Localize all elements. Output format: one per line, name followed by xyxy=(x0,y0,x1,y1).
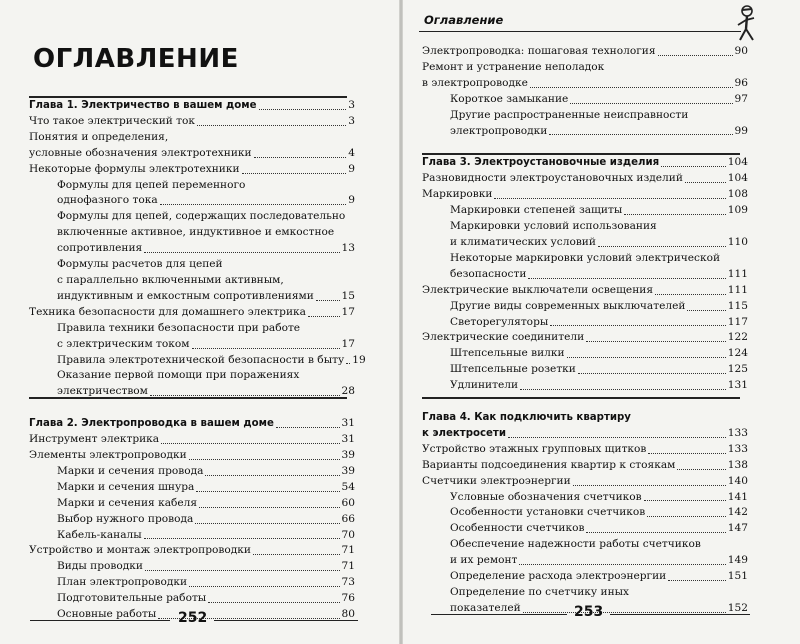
toc-leader-dots xyxy=(648,452,725,454)
toc-entry[interactable] xyxy=(29,305,355,321)
toc-entry-title: Маркировки условий использования xyxy=(450,220,657,233)
toc-entry[interactable] xyxy=(29,178,355,210)
toc-entry[interactable] xyxy=(422,474,748,490)
toc-page-number: 70 xyxy=(341,528,355,541)
toc-entry-title: включенные активное, индуктивное и емкостное xyxy=(57,226,335,239)
toc-leader-dots xyxy=(253,553,340,555)
toc-leader-dots xyxy=(508,436,726,438)
toc-entry-title: Маркировки степеней защиты xyxy=(450,204,623,217)
toc-entry-title: Что такое электрический ток xyxy=(29,114,196,127)
toc-entry-title: Некоторые формулы электротехники xyxy=(29,162,240,175)
toc-list-right xyxy=(422,44,748,617)
electrician-mascot-icon xyxy=(726,3,766,43)
toc-entry[interactable] xyxy=(422,203,748,219)
toc-leader-dots xyxy=(624,213,726,215)
toc-entry-title: однофазного тока xyxy=(57,194,158,207)
toc-entry[interactable] xyxy=(422,44,748,60)
toc-entry-title: Понятия и определения, xyxy=(29,130,169,143)
toc-page-number: 111 xyxy=(727,267,748,280)
toc-entry-title: и климатических условий xyxy=(450,235,596,248)
toc-page-number: 4 xyxy=(348,146,355,159)
toc-entry[interactable] xyxy=(29,368,355,400)
toc-leader-dots xyxy=(308,315,340,317)
toc-page-number: 115 xyxy=(727,299,748,312)
toc-entry-title: Марки и сечения кабеля xyxy=(57,496,198,509)
toc-entry-title: Светорегуляторы xyxy=(450,315,549,328)
footer-rule-right-a xyxy=(431,614,567,615)
toc-leader-dots xyxy=(528,277,725,279)
toc-leader-dots xyxy=(586,531,725,533)
toc-leader-dots xyxy=(161,442,339,444)
toc-page-number: 9 xyxy=(348,194,355,207)
toc-entry-title: к электросети xyxy=(422,427,506,439)
toc-page-number: 31 xyxy=(341,417,355,430)
toc-entry[interactable] xyxy=(29,162,355,178)
toc-entry-title: безопасности xyxy=(450,267,527,280)
toc-page-number: 71 xyxy=(341,560,355,573)
toc-entry-title: Маркировки xyxy=(422,188,493,201)
toc-page-number: 138 xyxy=(727,458,748,471)
toc-page-number: 110 xyxy=(727,235,748,248)
toc-leader-dots xyxy=(598,245,726,247)
toc-chapter-entry[interactable] xyxy=(422,155,748,171)
toc-entry[interactable] xyxy=(422,521,748,537)
toc-entry[interactable] xyxy=(422,569,748,585)
toc-entry-title: Основные работы xyxy=(57,608,157,621)
toc-page-number: 17 xyxy=(341,305,355,318)
toc-page-number: 149 xyxy=(727,554,748,567)
toc-leader-dots xyxy=(259,108,347,110)
toc-entry-title: Электрические выключатели освещения xyxy=(422,283,653,296)
toc-entry-title: Обеспечение надежности работы счетчиков xyxy=(450,538,701,551)
toc-leader-dots xyxy=(658,54,733,56)
toc-entry-title: Подготовительные работы xyxy=(57,592,207,605)
toc-entry-title: и их ремонт xyxy=(450,554,518,567)
toc-page-number: 99 xyxy=(734,124,748,137)
toc-entry-title: Инструмент электрика xyxy=(29,433,160,446)
toc-page-number: 39 xyxy=(341,449,355,462)
toc-entry[interactable] xyxy=(29,353,366,369)
toc-entry-title: Оказание первой помощи при поражениях xyxy=(57,369,300,382)
left-page xyxy=(0,0,398,644)
toc-entry-title: Особенности счетчиков xyxy=(450,522,585,535)
toc-page-number: 31 xyxy=(341,433,355,446)
toc-entry[interactable] xyxy=(29,512,355,528)
toc-leader-dots xyxy=(205,474,339,476)
toc-leader-dots xyxy=(668,579,726,581)
toc-page-number: 104 xyxy=(727,156,748,169)
toc-leader-dots xyxy=(199,506,339,508)
toc-leader-dots xyxy=(685,181,726,183)
toc-entry[interactable] xyxy=(422,315,748,331)
toc-leader-dots xyxy=(160,203,347,205)
toc-entry[interactable] xyxy=(29,528,355,544)
toc-page-number: 141 xyxy=(727,490,748,503)
toc-page-number: 151 xyxy=(727,570,748,583)
toc-leader-dots xyxy=(567,356,726,358)
toc-leader-dots xyxy=(549,133,732,135)
toc-leader-dots xyxy=(197,124,346,126)
toc-leader-dots xyxy=(523,611,726,613)
toc-page-number: 111 xyxy=(727,283,748,296)
right-page xyxy=(404,0,800,644)
toc-entry-title: Другие распространенные неисправности xyxy=(450,108,689,121)
toc-entry[interactable] xyxy=(29,209,355,257)
toc-page-number: 147 xyxy=(727,522,748,535)
toc-leader-dots xyxy=(144,537,340,539)
toc-page-number: 152 xyxy=(727,601,748,614)
book-gutter xyxy=(399,0,403,644)
footer-rule-right-b xyxy=(610,614,750,615)
toc-page-number: 124 xyxy=(727,347,748,360)
toc-entry[interactable] xyxy=(422,458,748,474)
toc-entry[interactable] xyxy=(422,362,748,378)
toc-entry-title: Другие виды современных выключателей xyxy=(450,299,686,312)
toc-entry-title: в электропроводке xyxy=(422,76,528,89)
toc-entry-title: Устройство и монтаж электропроводки xyxy=(29,544,251,557)
toc-page-number: 60 xyxy=(341,496,355,509)
toc-entry-title: показателей xyxy=(450,601,521,614)
toc-page-number: 133 xyxy=(727,426,748,439)
toc-leader-dots xyxy=(346,362,350,364)
toc-leader-dots xyxy=(687,309,725,311)
toc-entry[interactable] xyxy=(29,575,355,591)
toc-leader-dots xyxy=(519,563,725,565)
toc-page-number: 96 xyxy=(734,76,748,89)
toc-entry-title: Ремонт и устранение неполадок xyxy=(422,60,605,73)
toc-entry-title: Глава 1. Электричество в вашем доме xyxy=(29,100,257,111)
toc-entry[interactable] xyxy=(422,346,748,362)
footer-rule-left-b xyxy=(214,620,358,621)
toc-entry-title: Марки и сечения провода xyxy=(57,464,204,477)
toc-entry-title: Формулы для цепей, содержащих последовательно xyxy=(57,210,346,223)
toc-page-number: 66 xyxy=(341,512,355,525)
page-number-right: 253 xyxy=(574,604,604,620)
toc-leader-dots xyxy=(644,499,726,501)
toc-entry-title: Короткое замыкание xyxy=(450,92,569,105)
toc-entry[interactable] xyxy=(29,114,355,130)
toc-entry[interactable] xyxy=(422,92,748,108)
toc-entry-title: Особенности установки счетчиков xyxy=(450,506,646,519)
toc-entry-title: Виды проводки xyxy=(57,560,143,573)
toc-leader-dots xyxy=(578,372,726,374)
toc-entry-title: Штепсельные розетки xyxy=(450,363,576,376)
toc-list-left xyxy=(29,98,366,623)
toc-leader-dots xyxy=(150,394,340,396)
toc-entry-title: Правила электротехнической безопасности в быту xyxy=(57,353,345,366)
toc-entry[interactable] xyxy=(29,591,355,607)
toc-page-number: 142 xyxy=(727,506,748,519)
toc-page-number: 73 xyxy=(341,576,355,589)
toc-page-number: 3 xyxy=(348,99,355,111)
toc-entry-title: Глава 2. Электропроводка в вашем доме xyxy=(29,418,274,430)
toc-page-number: 140 xyxy=(727,474,748,487)
toc-entry-title: Некоторые маркировки условий электрической xyxy=(450,251,721,264)
toc-entry[interactable] xyxy=(29,130,355,162)
toc-chapter-entry[interactable] xyxy=(29,98,355,114)
toc-leader-dots xyxy=(208,601,339,603)
toc-entry-title: индуктивным и емкостным сопротивлениями xyxy=(57,289,314,302)
toc-leader-dots xyxy=(144,251,339,253)
toc-leader-dots xyxy=(494,197,725,199)
toc-page-number: 71 xyxy=(341,544,355,557)
toc-chapter-entry[interactable] xyxy=(29,416,355,432)
toc-leader-dots xyxy=(550,324,725,326)
running-head-rule xyxy=(419,31,741,32)
toc-page-number: 15 xyxy=(341,289,355,302)
toc-entry-title: Электрические соединители xyxy=(422,331,585,344)
toc-entry-title: Глава 4. Как подключить квартиру xyxy=(422,412,631,424)
toc-entry-title: электропроводки xyxy=(450,124,548,137)
toc-leader-dots xyxy=(586,340,726,342)
toc-entry[interactable] xyxy=(422,299,748,315)
toc-leader-dots xyxy=(573,484,726,486)
toc-leader-dots xyxy=(195,522,339,524)
toc-entry[interactable] xyxy=(29,559,355,575)
toc-entry-title: Электропроводка: пошаговая технология xyxy=(422,45,656,57)
toc-leader-dots xyxy=(661,165,726,167)
toc-page-number: 97 xyxy=(734,92,748,105)
toc-entry-title: Устройство этажных групповых щитков xyxy=(422,442,647,455)
footer-rule-left-a xyxy=(30,620,170,621)
toc-leader-dots xyxy=(276,426,340,428)
toc-entry[interactable] xyxy=(422,171,748,187)
toc-entry[interactable] xyxy=(422,283,748,299)
toc-page-number: 104 xyxy=(727,172,748,185)
toc-entry-title: электричеством xyxy=(57,385,148,398)
toc-page-number: 39 xyxy=(341,464,355,477)
toc-entry-title: условные обозначения электротехники xyxy=(29,146,252,159)
toc-entry[interactable] xyxy=(422,219,748,251)
toc-leader-dots xyxy=(189,458,340,460)
toc-entry-title: Элементы электропроводки xyxy=(29,449,187,462)
toc-entry[interactable] xyxy=(29,448,355,464)
toc-entry[interactable] xyxy=(422,537,748,569)
toc-page-number: 9 xyxy=(348,162,355,175)
toc-entry[interactable] xyxy=(29,543,355,559)
toc-leader-dots xyxy=(189,585,339,587)
toc-leader-dots xyxy=(647,515,726,517)
toc-entry-title: Марки и сечения шнура xyxy=(57,480,195,493)
toc-entry-title: Формулы для цепей переменного xyxy=(57,178,246,191)
toc-leader-dots xyxy=(192,347,340,349)
toc-entry-title: Счетчики электроэнергии xyxy=(422,474,571,487)
toc-title: ОГЛАВЛЕНИЕ xyxy=(33,44,239,74)
toc-entry[interactable] xyxy=(422,505,748,521)
toc-page-number: 28 xyxy=(341,385,355,398)
toc-entry-title: Формулы расчетов для цепей xyxy=(57,258,223,271)
toc-page-number: 108 xyxy=(727,188,748,201)
toc-entry-title: Определение по счетчику иных xyxy=(450,586,630,598)
toc-entry-title: с параллельно включенными активным, xyxy=(57,273,284,286)
toc-page-number: 109 xyxy=(727,204,748,217)
toc-entry-title: Техника безопасности для домашнего электрика xyxy=(29,305,306,318)
toc-entry[interactable] xyxy=(422,442,748,458)
toc-page-number: 133 xyxy=(727,442,748,455)
running-head: Оглавление xyxy=(424,13,504,27)
toc-page-number: 13 xyxy=(341,242,355,255)
toc-entry-title: Правила техники безопасности при работе xyxy=(57,321,301,334)
toc-chapter-entry[interactable] xyxy=(422,410,748,442)
toc-page-number: 19 xyxy=(352,353,366,366)
toc-page-number: 80 xyxy=(341,608,355,621)
toc-leader-dots xyxy=(316,299,340,301)
toc-page-number: 117 xyxy=(727,315,748,328)
toc-leader-dots xyxy=(530,86,733,88)
toc-entry-title: Штепсельные вилки xyxy=(450,347,565,360)
toc-leader-dots xyxy=(254,156,347,158)
toc-entry[interactable] xyxy=(422,330,748,346)
toc-entry[interactable] xyxy=(422,490,748,506)
toc-leader-dots xyxy=(520,388,726,390)
toc-leader-dots xyxy=(145,569,340,571)
toc-entry[interactable] xyxy=(29,496,355,512)
toc-page-number: 131 xyxy=(727,379,748,392)
toc-entry[interactable] xyxy=(422,108,748,140)
toc-leader-dots xyxy=(677,468,725,470)
toc-section-gap xyxy=(422,139,748,155)
toc-entry[interactable] xyxy=(422,187,748,203)
toc-entry-title: Удлинители xyxy=(450,379,519,392)
toc-entry-title: сопротивления xyxy=(57,242,143,255)
toc-entry-title: Разновидности электроустановочных изделий xyxy=(422,172,683,185)
toc-page-number: 17 xyxy=(341,337,355,350)
toc-entry-title: Варианты подсоединения квартир к стоякам xyxy=(422,458,676,471)
toc-entry[interactable] xyxy=(29,480,355,496)
toc-entry[interactable] xyxy=(29,464,355,480)
toc-leader-dots xyxy=(196,490,339,492)
toc-entry-title: Определение расхода электроэнергии xyxy=(450,570,667,583)
toc-page-number: 76 xyxy=(341,592,355,605)
toc-section-gap xyxy=(29,400,355,416)
toc-entry[interactable] xyxy=(29,257,355,305)
toc-leader-dots xyxy=(570,102,732,104)
toc-page-number: 54 xyxy=(341,480,355,493)
toc-entry[interactable] xyxy=(29,321,355,353)
toc-entry-title: Условные обозначения счетчиков xyxy=(450,490,642,503)
toc-leader-dots xyxy=(242,172,347,174)
toc-entry[interactable] xyxy=(422,251,748,283)
page-number-left: 252 xyxy=(178,610,208,626)
toc-entry-title: Выбор нужного провода xyxy=(57,512,194,525)
toc-page-number: 3 xyxy=(348,114,355,127)
toc-page-number: 122 xyxy=(727,331,748,344)
toc-entry[interactable] xyxy=(422,378,748,394)
toc-section-gap xyxy=(422,394,748,410)
toc-entry-title: с электрическим током xyxy=(57,337,190,350)
toc-page-number: 90 xyxy=(734,45,748,57)
toc-page-number: 125 xyxy=(727,363,748,376)
toc-leader-dots xyxy=(655,293,726,295)
toc-entry[interactable] xyxy=(422,60,748,92)
toc-entry-title: Кабель-каналы xyxy=(57,528,142,541)
toc-entry[interactable] xyxy=(29,432,355,448)
toc-entry-title: План электропроводки xyxy=(57,576,188,589)
toc-entry-title: Глава 3. Электроустановочные изделия xyxy=(422,157,660,169)
